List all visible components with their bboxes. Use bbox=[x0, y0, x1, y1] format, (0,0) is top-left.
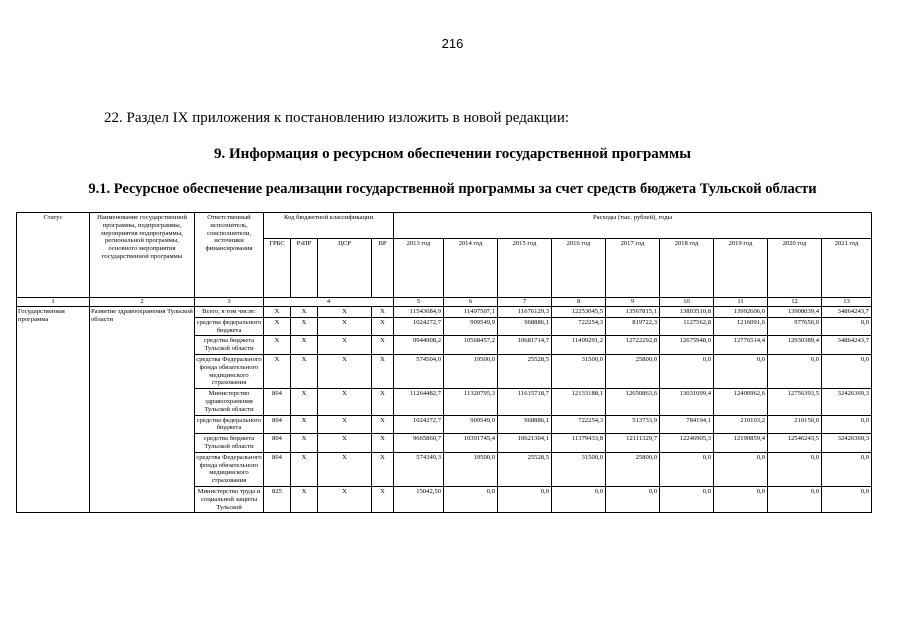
expense-value-cell: 9944908,2 bbox=[394, 336, 444, 355]
expense-value-cell: 12756393,5 bbox=[768, 389, 822, 415]
column-index: 1 bbox=[17, 298, 90, 307]
expense-value-cell: 11499291,2 bbox=[552, 336, 606, 355]
grbs-cell: X bbox=[264, 336, 291, 355]
expense-value-cell: 1024272,7 bbox=[394, 415, 444, 434]
expense-value-cell: 968886,1 bbox=[498, 415, 552, 434]
csr-cell: X bbox=[318, 415, 372, 434]
expense-value-cell: 574349,3 bbox=[394, 452, 444, 486]
source-cell: средства Федерального фонда обязательного медицинского страхования bbox=[195, 452, 264, 486]
expense-value-cell: 25528,5 bbox=[498, 354, 552, 388]
expense-value-cell: 1127562,8 bbox=[660, 317, 714, 336]
source-cell: Министерство труда и социальной защиты Тульской bbox=[195, 486, 264, 512]
header-year: 2018 год bbox=[660, 239, 714, 298]
source-cell: средства бюджета Тульской области bbox=[195, 336, 264, 355]
source-cell: средства федерального бюджета bbox=[195, 415, 264, 434]
source-cell: Всего, в том числе: bbox=[195, 307, 264, 318]
expense-value-cell: 977650,0 bbox=[768, 317, 822, 336]
expense-value-cell: 0,0 bbox=[822, 486, 872, 512]
csr-cell: X bbox=[318, 389, 372, 415]
column-index: 11 bbox=[714, 298, 768, 307]
csr-cell: X bbox=[318, 354, 372, 388]
expense-value-cell: 968886,1 bbox=[498, 317, 552, 336]
expense-value-cell: 0,0 bbox=[714, 354, 768, 388]
rzpr-cell: X bbox=[291, 389, 318, 415]
expense-value-cell: 12111329,7 bbox=[606, 434, 660, 453]
expense-value-cell: 1024272,7 bbox=[394, 317, 444, 336]
source-cell: средства бюджета Тульской области bbox=[195, 434, 264, 453]
expense-value-cell: 0,0 bbox=[714, 486, 768, 512]
rzpr-cell: X bbox=[291, 486, 318, 512]
expense-value-cell: 909549,9 bbox=[444, 317, 498, 336]
csr-cell: X bbox=[318, 452, 372, 486]
csr-cell: X bbox=[318, 317, 372, 336]
expense-value-cell: 11264482,7 bbox=[394, 389, 444, 415]
expense-value-cell: 13908039,4 bbox=[768, 307, 822, 318]
expense-value-cell: 12722292,8 bbox=[606, 336, 660, 355]
source-cell: средства федерального бюджета bbox=[195, 317, 264, 336]
vr-cell: X bbox=[372, 307, 394, 318]
expense-value-cell: 12650863,6 bbox=[606, 389, 660, 415]
csr-cell: X bbox=[318, 336, 372, 355]
header-year: 2017 год bbox=[606, 239, 660, 298]
expense-value-cell: 0,0 bbox=[822, 317, 872, 336]
grbs-cell: X bbox=[264, 307, 291, 318]
header-year: 2013 год bbox=[394, 239, 444, 298]
grbs-cell: X bbox=[264, 317, 291, 336]
column-index: 9 bbox=[606, 298, 660, 307]
expense-value-cell: 32426369,3 bbox=[822, 434, 872, 453]
rzpr-cell: X bbox=[291, 434, 318, 453]
expense-value-cell: 909549,9 bbox=[444, 415, 498, 434]
expense-value-cell: 0,0 bbox=[768, 354, 822, 388]
column-index: 7 bbox=[498, 298, 552, 307]
rzpr-cell: X bbox=[291, 452, 318, 486]
vr-cell: X bbox=[372, 317, 394, 336]
grbs-cell: 804 bbox=[264, 434, 291, 453]
expense-value-cell: 11615718,7 bbox=[498, 389, 552, 415]
expense-value-cell: 0,0 bbox=[768, 486, 822, 512]
rzpr-cell: X bbox=[291, 307, 318, 318]
expense-value-cell: 12930389,4 bbox=[768, 336, 822, 355]
column-index: 8 bbox=[552, 298, 606, 307]
expense-value-cell: 13031099,4 bbox=[660, 389, 714, 415]
expense-value-cell: 13992606,0 bbox=[714, 307, 768, 318]
column-index: 12 bbox=[768, 298, 822, 307]
expense-value-cell: 0,0 bbox=[552, 486, 606, 512]
expense-value-cell: 0,0 bbox=[606, 486, 660, 512]
vr-cell: X bbox=[372, 354, 394, 388]
expense-value-cell: 10621304,1 bbox=[498, 434, 552, 453]
header-year: 2020 год bbox=[768, 239, 822, 298]
vr-cell: X bbox=[372, 336, 394, 355]
vr-cell: X bbox=[372, 486, 394, 512]
expense-value-cell: 11497507,1 bbox=[444, 307, 498, 318]
expense-value-cell: 12133188,1 bbox=[552, 389, 606, 415]
column-index: 5 bbox=[394, 298, 444, 307]
expense-value-cell: 0,0 bbox=[768, 452, 822, 486]
expense-value-cell: 10391745,4 bbox=[444, 434, 498, 453]
source-cell: средства Федерального фонда обязательного медицинского страхования bbox=[195, 354, 264, 388]
rzpr-cell: X bbox=[291, 317, 318, 336]
table-row bbox=[17, 307, 872, 318]
resource-table bbox=[16, 212, 872, 513]
expense-value-cell: 12246905,3 bbox=[660, 434, 714, 453]
grbs-cell: 804 bbox=[264, 389, 291, 415]
grbs-cell: 825 bbox=[264, 486, 291, 512]
instruction-text: 22. Раздел IX приложения к постановлению изложить в новой редакции: bbox=[104, 110, 570, 126]
grbs-cell: 804 bbox=[264, 415, 291, 434]
expense-value-cell: 819722,3 bbox=[606, 317, 660, 336]
resource-table-wrapper bbox=[16, 212, 872, 513]
expense-value-cell: 31500,0 bbox=[552, 452, 606, 486]
expense-value-cell: 574504,0 bbox=[394, 354, 444, 388]
expense-value-cell: 0,0 bbox=[660, 452, 714, 486]
source-cell: Министерство здравоохранения Тульской области bbox=[195, 389, 264, 415]
expense-value-cell: 0,0 bbox=[822, 354, 872, 388]
expense-value-cell: 210150,0 bbox=[768, 415, 822, 434]
expense-value-cell: 9665860,7 bbox=[394, 434, 444, 453]
expense-value-cell: 513733,9 bbox=[606, 415, 660, 434]
expense-value-cell: 34864243,7 bbox=[822, 307, 872, 318]
expense-value-cell: 0,0 bbox=[822, 415, 872, 434]
expense-value-cell: 0,0 bbox=[660, 354, 714, 388]
expense-value-cell: 32426369,3 bbox=[822, 389, 872, 415]
expense-value-cell: 12546243,5 bbox=[768, 434, 822, 453]
header-expenses: Расходы (тыс. рублей), годы bbox=[394, 213, 872, 239]
expense-value-cell: 10681714,7 bbox=[498, 336, 552, 355]
expense-value-cell: 12253045,5 bbox=[552, 307, 606, 318]
expense-value-cell: 25800,0 bbox=[606, 354, 660, 388]
column-index: 13 bbox=[822, 298, 872, 307]
rzpr-cell: X bbox=[291, 415, 318, 434]
expense-value-cell: 12675948,0 bbox=[660, 336, 714, 355]
csr-cell: X bbox=[318, 434, 372, 453]
expense-value-cell: 10568457,2 bbox=[444, 336, 498, 355]
column-index: 6 bbox=[444, 298, 498, 307]
header-year: 2016 год bbox=[552, 239, 606, 298]
expense-value-cell: 0,0 bbox=[444, 486, 498, 512]
expense-value-cell: 722254,3 bbox=[552, 415, 606, 434]
vr-cell: X bbox=[372, 415, 394, 434]
expense-value-cell: 25800,0 bbox=[606, 452, 660, 486]
expense-value-cell: 25528,5 bbox=[498, 452, 552, 486]
csr-cell: X bbox=[318, 307, 372, 318]
expense-value-cell: 0,0 bbox=[498, 486, 552, 512]
expense-value-cell: 12776514,4 bbox=[714, 336, 768, 355]
expense-value-cell: 11320795,3 bbox=[444, 389, 498, 415]
expense-value-cell: 13567815,1 bbox=[606, 307, 660, 318]
column-index: 3 bbox=[195, 298, 264, 307]
expense-value-cell: 0,0 bbox=[660, 486, 714, 512]
page-number: 216 bbox=[441, 36, 464, 51]
section-title: 9. Информация о ресурсном обеспечении государственной программы bbox=[214, 146, 691, 162]
expense-value-cell: 0,0 bbox=[822, 452, 872, 486]
header-year: 2014 год bbox=[444, 239, 498, 298]
expense-value-cell: 31500,0 bbox=[552, 354, 606, 388]
expense-value-cell: 15042,50 bbox=[394, 486, 444, 512]
header-status: Статус bbox=[17, 213, 90, 298]
header-budget-code: Код бюджетной классификации bbox=[264, 213, 394, 239]
header-year: 2019 год bbox=[714, 239, 768, 298]
column-index: 4 bbox=[264, 298, 394, 307]
header-responsible: Ответственный исполнитель, соисполнители, источники финансирования bbox=[195, 213, 264, 298]
grbs-cell: X bbox=[264, 354, 291, 388]
header-csr: ЦСР bbox=[318, 239, 372, 298]
rzpr-cell: X bbox=[291, 336, 318, 355]
expense-value-cell: 11676129,3 bbox=[498, 307, 552, 318]
status-cell: Государственная программа bbox=[17, 307, 90, 513]
vr-cell: X bbox=[372, 434, 394, 453]
vr-cell: X bbox=[372, 452, 394, 486]
header-name: Наименование государственной программы, подпрограммы, мероприятия подпрограммы, региональной программы, основного мероприятия государственной программы bbox=[90, 213, 195, 298]
expense-value-cell: 11543684,9 bbox=[394, 307, 444, 318]
expense-value-cell: 722254,3 bbox=[552, 317, 606, 336]
subsection-title: 9.1. Ресурсное обеспечение реализации государственной программы за счет средств бюджета Тульской области bbox=[88, 181, 817, 197]
header-year: 2015 год bbox=[498, 239, 552, 298]
header-grbs: ГРБС bbox=[264, 239, 291, 298]
expense-value-cell: 19500,0 bbox=[444, 452, 498, 486]
expense-value-cell: 784194,1 bbox=[660, 415, 714, 434]
expense-value-cell: 34864243,7 bbox=[822, 336, 872, 355]
column-index: 10 bbox=[660, 298, 714, 307]
header-year: 2021 год bbox=[822, 239, 872, 298]
rzpr-cell: X bbox=[291, 354, 318, 388]
vr-cell: X bbox=[372, 389, 394, 415]
column-index: 2 bbox=[90, 298, 195, 307]
program-name-cell: Развитие здравоохранения Тульской области bbox=[90, 307, 195, 513]
expense-value-cell: 210103,2 bbox=[714, 415, 768, 434]
expense-value-cell: 12190859,4 bbox=[714, 434, 768, 453]
expense-value-cell: 12400962,6 bbox=[714, 389, 768, 415]
csr-cell: X bbox=[318, 486, 372, 512]
expense-value-cell: 13803510,8 bbox=[660, 307, 714, 318]
expense-value-cell: 19500,0 bbox=[444, 354, 498, 388]
grbs-cell: 804 bbox=[264, 452, 291, 486]
header-vr: ВР bbox=[372, 239, 394, 298]
expense-value-cell: 0,0 bbox=[714, 452, 768, 486]
header-rzpr: РзПР bbox=[291, 239, 318, 298]
expense-value-cell: 11379433,8 bbox=[552, 434, 606, 453]
expense-value-cell: 1216091,6 bbox=[714, 317, 768, 336]
